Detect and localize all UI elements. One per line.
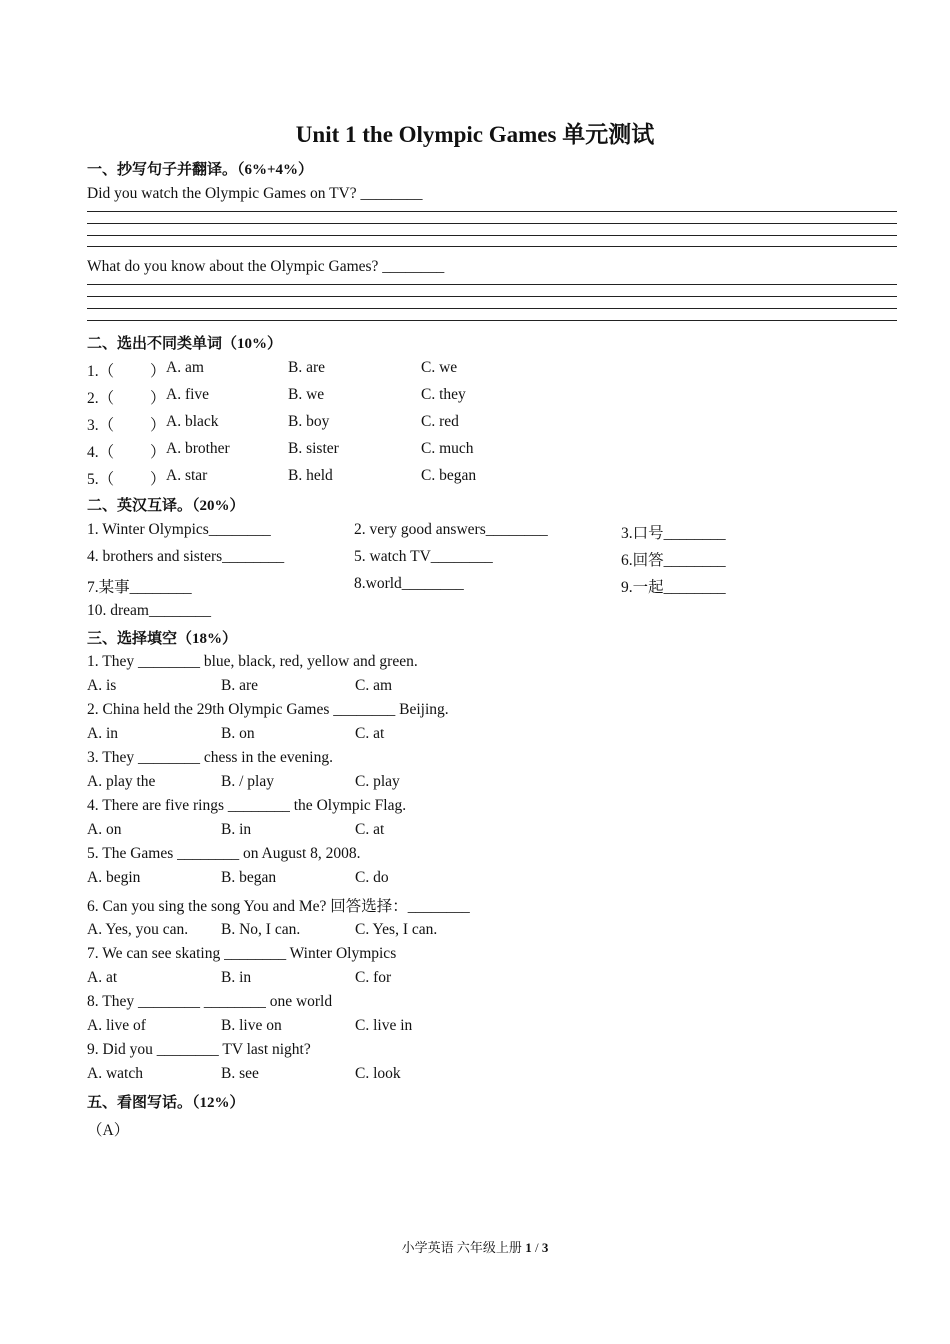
option-b: B. began xyxy=(221,869,277,886)
option-b: B. are xyxy=(288,359,326,376)
item-number: 4.（ xyxy=(87,444,115,461)
page-total: 3 xyxy=(541,1240,549,1255)
answer-bracket: ） xyxy=(150,444,166,461)
subsection-label: （A） xyxy=(87,1122,130,1139)
option-a: A. at xyxy=(87,969,118,986)
option-c: C. do xyxy=(355,869,389,886)
option-c: C. much xyxy=(421,440,474,457)
option-c: C. began xyxy=(421,467,477,484)
mc-question: 3. They ________ chess in the evening. xyxy=(87,749,333,766)
option-b: B. on xyxy=(221,725,255,742)
option-a: A. is xyxy=(87,677,117,694)
option-a: A. five xyxy=(166,386,210,403)
option-a: A. in xyxy=(87,725,118,742)
translation-item: 9.一起________ xyxy=(621,579,726,596)
writing-line xyxy=(87,308,897,309)
translation-item: 8.world________ xyxy=(354,575,464,592)
section-5-heading: 五、看图写话。（12%） xyxy=(87,1095,245,1111)
answer-bracket: ） xyxy=(150,363,166,380)
writing-line xyxy=(87,246,897,247)
footer-text: 小学英语 六年级上册 xyxy=(401,1240,526,1255)
mc-question: 5. The Games ________ on August 8, 2008. xyxy=(87,845,361,862)
translation-item: 3.口号________ xyxy=(621,525,726,542)
answer-bracket: ） xyxy=(150,471,166,488)
translation-item: 6.回答________ xyxy=(621,552,726,569)
section-2-heading: 二、选出不同类单词（10%） xyxy=(87,336,283,352)
section-3-heading: 二、英汉互译。（20%） xyxy=(87,498,245,514)
translation-item: 10. dream________ xyxy=(87,602,211,619)
option-a: A. star xyxy=(166,467,208,484)
option-c: C. at xyxy=(355,725,385,742)
option-b: B. in xyxy=(221,969,252,986)
mc-question: 9. Did you ________ TV last night? xyxy=(87,1041,311,1058)
option-a: A. begin xyxy=(87,869,141,886)
section-4-heading: 三、选择填空（18%） xyxy=(87,631,238,647)
option-c: C. look xyxy=(355,1065,401,1082)
option-a: A. brother xyxy=(166,440,230,457)
option-b: B. / play xyxy=(221,773,274,790)
answer-bracket: ） xyxy=(150,390,166,407)
option-a: A. watch xyxy=(87,1065,143,1082)
translation-item: 1. Winter Olympics________ xyxy=(87,521,271,538)
option-b: B. are xyxy=(221,677,259,694)
translation-item: 2. very good answers________ xyxy=(354,521,548,538)
writing-line xyxy=(87,211,897,212)
option-b: B. No, I can. xyxy=(221,921,301,938)
writing-line xyxy=(87,296,897,297)
copy-sentence-1: Did you watch the Olympic Games on TV? ________ xyxy=(87,185,423,202)
mc-question: 2. China held the 29th Olympic Games ________ Beijing. xyxy=(87,701,449,718)
copy-sentence-2: What do you know about the Olympic Games? ________ xyxy=(87,258,445,275)
translation-item: 4. brothers and sisters________ xyxy=(87,548,285,565)
option-a: A. black xyxy=(166,413,219,430)
item-number: 3.（ xyxy=(87,417,115,434)
option-b: B. we xyxy=(288,386,325,403)
item-number: 5.（ xyxy=(87,471,115,488)
option-a: A. play the xyxy=(87,773,156,790)
option-c: C. am xyxy=(355,677,393,694)
page-number: 1 xyxy=(525,1240,532,1255)
option-a: A. Yes, you can. xyxy=(87,921,189,938)
option-c: C. for xyxy=(355,969,392,986)
option-b: B. in xyxy=(221,821,252,838)
option-b: B. held xyxy=(288,467,333,484)
translation-item: 5. watch TV________ xyxy=(354,548,493,565)
option-b: B. sister xyxy=(288,440,339,457)
option-c: C. we xyxy=(421,359,458,376)
option-a: A. am xyxy=(166,359,204,376)
item-number: 1.（ xyxy=(87,363,115,380)
option-c: C. at xyxy=(355,821,385,838)
writing-line xyxy=(87,235,897,236)
option-c: C. red xyxy=(421,413,459,430)
writing-line xyxy=(87,223,897,224)
mc-question: 8. They ________ ________ one world xyxy=(87,993,333,1010)
mc-question: 7. We can see skating ________ Winter Olympics xyxy=(87,945,397,962)
option-c: C. Yes, I can. xyxy=(355,921,438,938)
option-c: C. they xyxy=(421,386,466,403)
page-title: Unit 1 the Olympic Games 单元测试 xyxy=(295,122,655,147)
option-b: B. boy xyxy=(288,413,330,430)
translation-item: 7.某事________ xyxy=(87,579,192,596)
option-b: B. see xyxy=(221,1065,259,1082)
page-footer xyxy=(0,1237,950,1256)
item-number: 2.（ xyxy=(87,390,115,407)
option-a: A. live of xyxy=(87,1017,146,1034)
mc-question: 6. Can you sing the song You and Me? 回答选择：________ xyxy=(87,898,470,915)
page-separator: / xyxy=(531,1240,542,1255)
mc-question: 1. They ________ blue, black, red, yellow and green. xyxy=(87,653,418,670)
answer-bracket: ） xyxy=(150,417,166,434)
option-a: A. on xyxy=(87,821,122,838)
writing-line xyxy=(87,320,897,321)
option-c: C. live in xyxy=(355,1017,413,1034)
section-1-heading: 一、抄写句子并翻译。（6%+4%） xyxy=(87,162,314,178)
option-b: B. live on xyxy=(221,1017,282,1034)
mc-question: 4. There are five rings ________ the Olympic Flag. xyxy=(87,797,407,814)
option-c: C. play xyxy=(355,773,400,790)
writing-line xyxy=(87,284,897,285)
